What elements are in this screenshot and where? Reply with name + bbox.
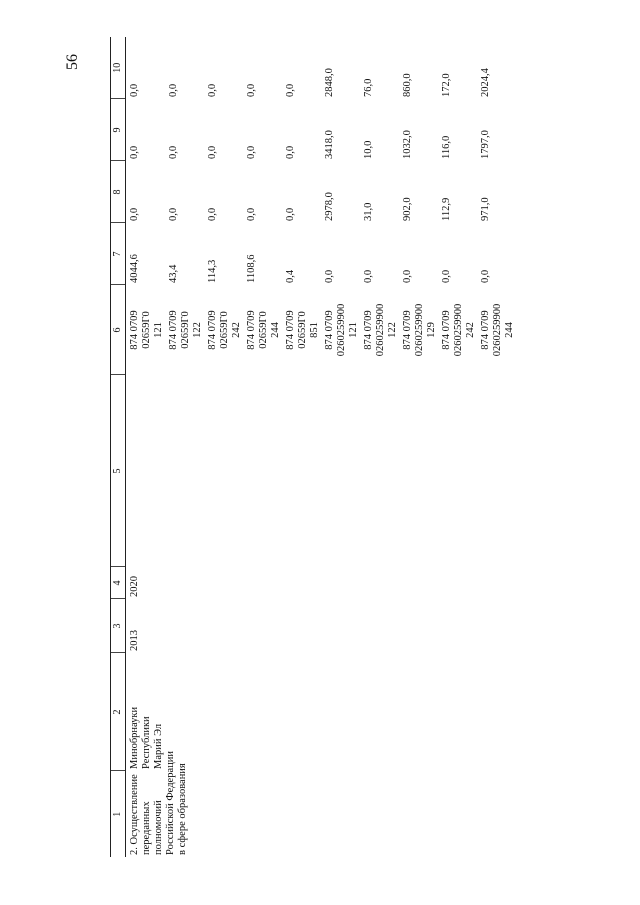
value-cell-9: 1032,0 [402,130,413,159]
value-cell-8: 0,0 [129,207,140,221]
value-cell-10: 2024,4 [480,68,491,97]
rotated-table-container [110,37,535,857]
column-header: 8 [111,161,126,223]
value-cell-9: 0,0 [129,145,140,159]
table-body [126,37,517,857]
value-cell-9: 0,0 [285,145,296,159]
column-header: 5 [111,375,126,567]
value-cell-7: 0,4 [285,269,296,283]
value-cell-7: 0,0 [480,269,491,283]
code-line: 874 0709 [363,310,374,350]
value-cell-7: 0,0 [363,269,374,283]
code-cell [360,285,399,375]
code-line: 242 [231,322,242,338]
code-line: 242 [465,322,476,338]
code-cell [477,285,516,375]
code-cell [126,285,166,375]
code-line: 129 [426,322,437,338]
code-cell [282,285,321,375]
value-cell-9: 116,0 [441,135,452,159]
code-line: 121 [348,322,359,338]
program-name-line: Российской Федерации [165,751,176,855]
header-row [111,37,126,857]
value-cell-8: 112,9 [441,197,452,221]
code-line: 02659Г0 [180,311,191,349]
value-cell-7: 0,0 [402,269,413,283]
value-cell-8: 0,0 [246,207,257,221]
code-line: 874 0709 [285,310,296,350]
code-line: 874 0709 [402,310,413,350]
value-cell-8: 0,0 [168,207,179,221]
value-cell-9: 1797,0 [480,130,491,159]
code-line: 0260259900 [492,303,503,357]
value-cell-8: 902,0 [402,197,413,221]
code-cell [399,285,438,375]
column-header: 7 [111,223,126,285]
value-cell-10: 860,0 [402,73,413,97]
column-header: 1 [111,771,126,857]
value-cell-8: 31,0 [363,202,374,221]
column-header: 4 [111,567,126,599]
value-cell-7: 4044,6 [129,254,140,283]
value-cell-7: 43,4 [168,264,179,283]
value-cell-9: 0,0 [168,145,179,159]
value-cell-10: 0,0 [168,83,179,97]
program-name-line: полномочий [153,800,164,855]
code-line: 02659Г0 [297,311,308,349]
value-cell-10: 76,0 [363,78,374,97]
value-cell-8: 0,0 [285,207,296,221]
code-cell [321,285,360,375]
budget-table [110,37,516,857]
program-name-line: переданных [141,801,152,855]
column-header: 2 [111,653,126,771]
code-line: 874 0709 [207,310,218,350]
program-name-cell [126,751,517,857]
code-cell [165,285,204,375]
end-year-cell: 2020 [129,576,140,597]
code-line: 02659Г0 [258,311,269,349]
code-line: 121 [153,322,164,338]
start-year-cell: 2013 [129,630,140,651]
code-line: 874 0709 [246,310,257,350]
column-header: 10 [111,37,126,99]
code-line: 0260259900 [453,303,464,357]
code-line: 874 0709 [129,310,140,350]
code-line: 122 [387,322,398,338]
column-header: 6 [111,285,126,375]
code-line: 244 [270,322,281,338]
value-cell-9: 0,0 [246,145,257,159]
value-cell-7: 114,3 [207,259,218,283]
code-line: 851 [309,322,320,338]
value-cell-7: 0,0 [324,269,335,283]
code-line: 0260259900 [375,303,386,357]
code-line: 122 [192,322,203,338]
code-cell [204,285,243,375]
program-name-line: 2. Осуществление [129,774,140,855]
value-cell-10: 0,0 [246,83,257,97]
code-line: 874 0709 [168,310,179,350]
code-line: 02659Г0 [141,311,152,349]
code-cell [243,285,282,375]
value-cell-8: 0,0 [207,207,218,221]
code-line: 0260259900 [336,303,347,357]
value-cell-8: 2978,0 [324,192,335,221]
column-header: 3 [111,599,126,653]
executor-cell [126,653,517,771]
column-header: 9 [111,99,126,161]
value-cell-9: 10,0 [363,140,374,159]
value-cell-10: 2848,0 [324,68,335,97]
table-row [126,37,166,857]
value-cell-8: 971,0 [480,197,491,221]
page-number: 56 [64,54,81,70]
value-cell-10: 172,0 [441,73,452,97]
code-cell [438,285,477,375]
program-name-line: в сфере образования [177,763,188,855]
code-line: 244 [504,322,515,338]
code-line: 874 0709 [480,310,491,350]
code-line: 874 0709 [324,310,335,350]
code-line: 874 0709 [441,310,452,350]
empty-cell [126,375,517,567]
value-cell-10: 0,0 [285,83,296,97]
value-cell-9: 0,0 [207,145,218,159]
code-line: 0260259900 [414,303,425,357]
value-cell-10: 0,0 [207,83,218,97]
code-line: 02659Г0 [219,311,230,349]
value-cell-10: 0,0 [129,83,140,97]
executor-line: Республики [141,716,152,769]
executor-line: Марий Эл [153,723,164,769]
value-cell-7: 0,0 [441,269,452,283]
value-cell-7: 1108,6 [246,254,257,283]
value-cell-9: 3418,0 [324,130,335,159]
executor-line: Минобрнауки [129,706,140,769]
